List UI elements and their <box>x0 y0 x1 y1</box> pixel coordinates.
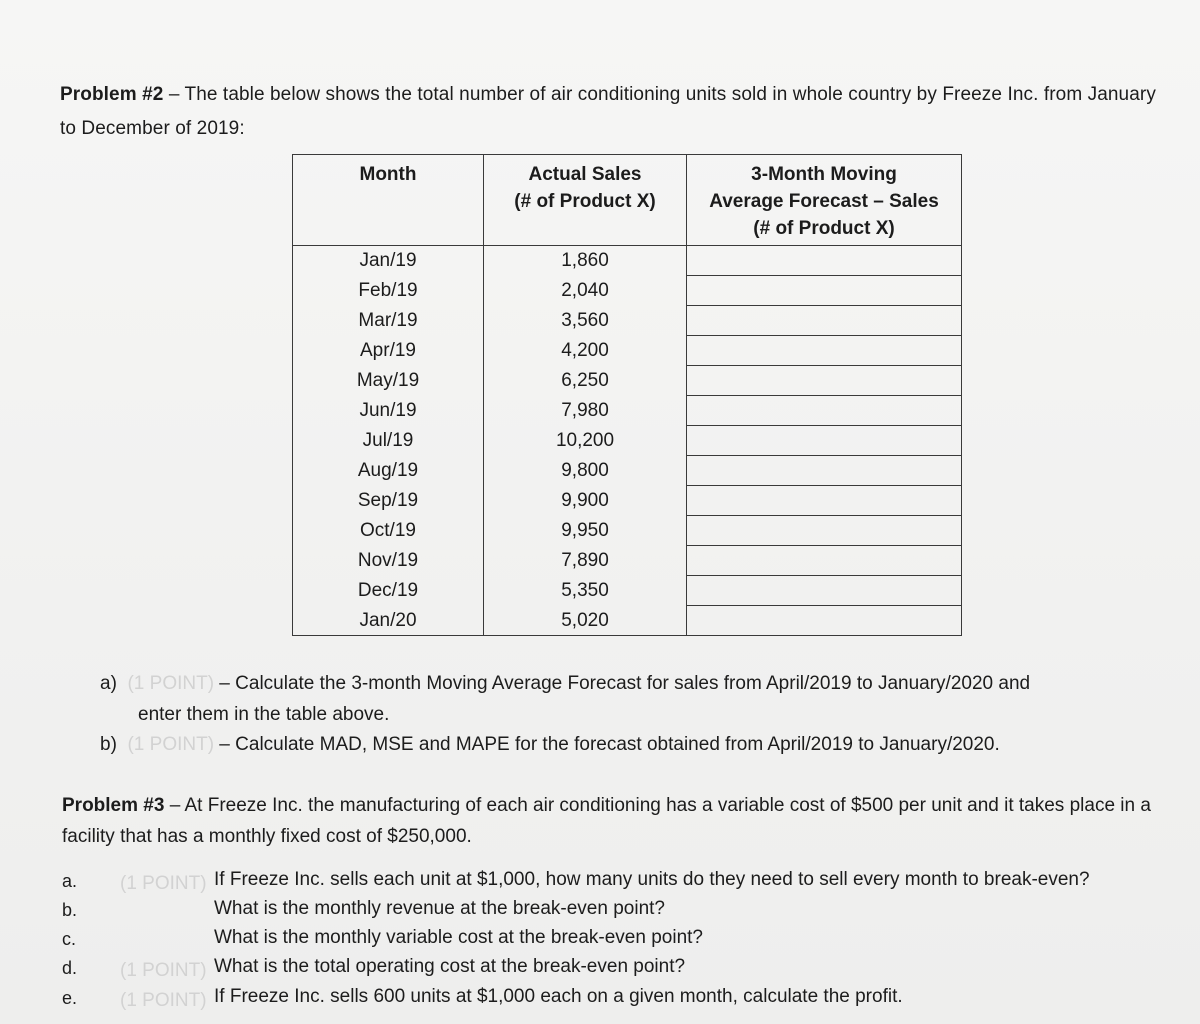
question-letter: c. <box>62 929 77 949</box>
part-b-points: (1 POINT) <box>127 734 215 755</box>
forecast-cell[interactable] <box>687 546 962 576</box>
table-row <box>293 246 962 276</box>
actual-sales-cell: 4,200 <box>484 336 687 366</box>
problem-2-label: Problem #2 <box>60 84 164 105</box>
question-letter: e. <box>62 988 78 1008</box>
table-row <box>293 366 962 396</box>
forecast-cell[interactable] <box>687 486 962 516</box>
header-actual-sales: Actual Sales (# of Product X) <box>484 155 687 246</box>
month-cell: May/19 <box>293 366 484 396</box>
forecast-cell[interactable] <box>687 426 962 456</box>
forecast-cell[interactable] <box>687 576 962 606</box>
month-cell: Jun/19 <box>293 396 484 426</box>
problem-2-statement <box>60 78 1170 146</box>
header-month: Month <box>293 155 484 246</box>
question-text: What is the monthly variable cost at the break-even point? <box>214 927 703 948</box>
problem-3-label: Problem #3 <box>62 795 165 816</box>
forecast-cell[interactable] <box>687 516 962 546</box>
forecast-cell[interactable] <box>687 366 962 396</box>
actual-sales-cell: 9,900 <box>484 486 687 516</box>
part-a-text-2: enter them in the table above. <box>138 704 390 725</box>
header-forecast: 3-Month Moving Average Forecast – Sales (# of Product X) <box>687 155 962 246</box>
part-b <box>100 730 1000 760</box>
month-cell: Mar/19 <box>293 306 484 336</box>
table-row <box>293 306 962 336</box>
month-cell: Jul/19 <box>293 426 484 456</box>
actual-sales-cell: 7,980 <box>484 396 687 426</box>
actual-sales-cell: 5,020 <box>484 606 687 636</box>
problem-3-statement <box>62 790 1187 852</box>
month-cell: Jan/20 <box>293 606 484 636</box>
month-cell: Aug/19 <box>293 456 484 486</box>
month-cell: Jan/19 <box>293 246 484 276</box>
table-row <box>293 516 962 546</box>
question-text: If Freeze Inc. sells 600 units at $1,000 each on a given month, calculate the profit. <box>214 986 903 1007</box>
question-points: (1 POINT) <box>120 990 207 1011</box>
question-text: What is the monthly revenue at the break-even point? <box>214 898 665 919</box>
month-cell: Nov/19 <box>293 546 484 576</box>
table-row <box>293 336 962 366</box>
part-a <box>100 669 1030 699</box>
actual-sales-cell: 3,560 <box>484 306 687 336</box>
question-points: (1 POINT) <box>120 873 207 894</box>
month-cell: Oct/19 <box>293 516 484 546</box>
question-letter: d. <box>62 958 78 978</box>
problem-3-text: – At Freeze Inc. the manufacturing of each air conditioning has a variable cost of $500 per unit and it takes place in a facility that has a monthly fixed cost of $250,000. <box>62 795 1151 847</box>
part-a-points: (1 POINT) <box>127 673 215 694</box>
table-header-row <box>293 155 962 246</box>
month-cell: Feb/19 <box>293 276 484 306</box>
forecast-cell[interactable] <box>687 456 962 486</box>
question-text: What is the total operating cost at the break-even point? <box>214 956 686 977</box>
sales-table <box>292 154 962 636</box>
month-cell: Dec/19 <box>293 576 484 606</box>
forecast-cell[interactable] <box>687 246 962 276</box>
forecast-cell[interactable] <box>687 396 962 426</box>
table-row <box>293 546 962 576</box>
actual-sales-cell: 9,950 <box>484 516 687 546</box>
actual-sales-cell: 1,860 <box>484 246 687 276</box>
actual-sales-cell: 10,200 <box>484 426 687 456</box>
actual-sales-cell: 2,040 <box>484 276 687 306</box>
table-row <box>293 486 962 516</box>
forecast-cell[interactable] <box>687 606 962 636</box>
part-a-continued <box>138 700 389 730</box>
table-row <box>293 606 962 636</box>
table-row <box>293 426 962 456</box>
part-b-letter: b) <box>100 734 117 755</box>
actual-sales-cell: 9,800 <box>484 456 687 486</box>
part-a-letter: a) <box>100 673 117 694</box>
table-row <box>293 576 962 606</box>
actual-sales-cell: 5,350 <box>484 576 687 606</box>
forecast-cell[interactable] <box>687 276 962 306</box>
part-b-text: – Calculate MAD, MSE and MAPE for the forecast obtained from April/2019 to January/2020. <box>214 734 1000 755</box>
question-letter: a. <box>62 871 78 891</box>
month-cell: Apr/19 <box>293 336 484 366</box>
table-row <box>293 396 962 426</box>
actual-sales-cell: 6,250 <box>484 366 687 396</box>
table-row <box>293 456 962 486</box>
forecast-cell[interactable] <box>687 336 962 366</box>
actual-sales-cell: 7,890 <box>484 546 687 576</box>
month-cell: Sep/19 <box>293 486 484 516</box>
question-letter: b. <box>62 900 78 920</box>
table-row <box>293 276 962 306</box>
part-a-text: – Calculate the 3-month Moving Average Forecast for sales from April/2019 to January/2020 and <box>214 673 1031 694</box>
problem-2-text: – The table below shows the total number of air conditioning units sold in whole country by Freeze Inc. from January to December of 2019: <box>60 84 1156 139</box>
forecast-cell[interactable] <box>687 306 962 336</box>
question-points: (1 POINT) <box>120 960 207 981</box>
question-text: If Freeze Inc. sells each unit at $1,000, how many units do they need to sell every month to break-even? <box>214 869 1090 890</box>
